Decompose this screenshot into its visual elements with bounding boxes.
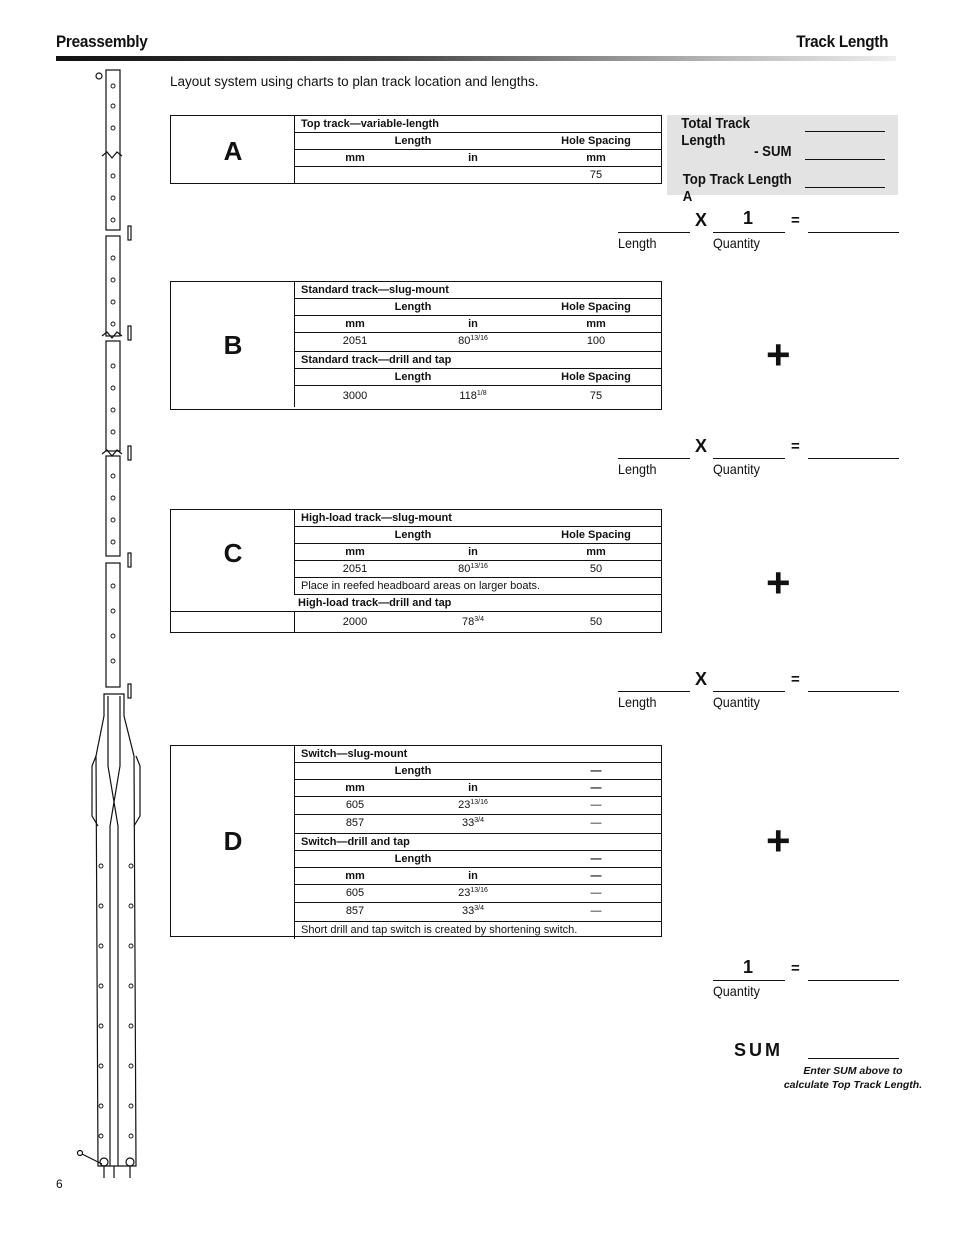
top-track-title: Top track—variable-length <box>301 118 439 130</box>
section-c-table <box>170 509 662 633</box>
sum-blank[interactable] <box>808 1058 899 1059</box>
cell-hole-spacing: 50 <box>589 616 603 628</box>
cell-in: $23^{13/16}$ <box>458 799 488 811</box>
quantity-value-d: 1 <box>743 957 754 977</box>
section-d-table <box>170 745 662 937</box>
length-header: Length <box>394 135 432 147</box>
cell-hole-spacing: 100 <box>586 335 606 347</box>
multiply-sign: X <box>695 210 708 230</box>
hole-spacing-header: Hole Spacing <box>561 529 631 541</box>
hole-spacing-header: — <box>590 765 602 777</box>
cell-mm: 2051 <box>342 335 368 347</box>
page-number: 6 <box>56 1177 63 1191</box>
cell-mm: 3000 <box>342 390 368 402</box>
length-blank-b[interactable] <box>618 458 690 459</box>
dash-header: — <box>590 782 602 794</box>
equals-sign: = <box>791 212 800 229</box>
sum-instruction: Enter SUM above to calculate Top Track Length. <box>783 1065 923 1091</box>
section-letter-d: D <box>223 826 243 856</box>
cell-in: $78^{3/4}$ <box>461 616 484 628</box>
standard-drill-title: Standard track—drill and tap <box>301 354 452 366</box>
in-header: in <box>468 782 478 794</box>
cell-hole-spacing: 75 <box>589 390 603 402</box>
section-title: Preassembly <box>56 32 148 51</box>
length-blank-c[interactable] <box>618 691 690 692</box>
in-header: in <box>468 152 478 164</box>
equals-sign: = <box>791 960 800 977</box>
track-layout-illustration <box>74 66 144 1181</box>
quantity-blank-d <box>713 980 785 981</box>
equals-sign: = <box>791 671 800 688</box>
length-header: Length <box>394 529 432 541</box>
header-rule <box>56 56 896 61</box>
cell-hole-spacing: — <box>590 905 602 917</box>
sum-label: SUM <box>734 1040 783 1060</box>
length-caption: Length <box>618 694 657 710</box>
quantity-caption: Quantity <box>713 461 760 477</box>
length-header: Length <box>394 765 432 777</box>
mm-header: mm <box>345 782 365 794</box>
cell-hole-spacing: 50 <box>589 563 603 575</box>
length-blank-a[interactable] <box>618 232 690 233</box>
section-a-table <box>170 115 662 184</box>
result-blank-b[interactable] <box>808 458 899 459</box>
cell-hole-spacing: — <box>590 817 602 829</box>
cell-in: $80^{13/16}$ <box>458 335 488 347</box>
mm-header: mm <box>345 152 365 164</box>
mm-header: mm <box>586 152 606 164</box>
cell-mm: 2051 <box>342 563 368 575</box>
switch-slug-title: Switch—slug-mount <box>301 748 408 760</box>
section-b-table <box>170 281 662 410</box>
in-header: in <box>468 318 478 330</box>
standard-slug-title: Standard track—slug-mount <box>301 284 449 296</box>
plus-sign: + <box>766 331 791 378</box>
plus-sign: + <box>766 817 791 864</box>
section-letter-c: C <box>223 538 243 568</box>
switch-note: Short drill and tap switch is created by shortening switch. <box>301 924 578 936</box>
mm-header: mm <box>345 546 365 558</box>
top-track-length-label: Top Track Length A <box>682 171 792 205</box>
minus-sum-label: - SUM <box>753 143 791 160</box>
section-letter-a: A <box>223 136 243 166</box>
result-blank-d[interactable] <box>808 980 899 981</box>
cell-mm: 857 <box>345 905 365 917</box>
multiply-sign: X <box>695 436 708 456</box>
mm-header: mm <box>586 546 606 558</box>
top-track-length-blank[interactable] <box>805 187 885 188</box>
equals-sign: = <box>791 438 800 455</box>
result-blank-a[interactable] <box>808 232 899 233</box>
quantity-blank-a <box>713 232 785 233</box>
quantity-blank-c[interactable] <box>713 691 785 692</box>
mm-header: mm <box>345 318 365 330</box>
result-blank-c[interactable] <box>808 691 899 692</box>
cell-in: $33^{3/4}$ <box>461 905 484 917</box>
cell-hole-spacing: 75 <box>589 169 603 181</box>
quantity-blank-b[interactable] <box>713 458 785 459</box>
hole-spacing-header: Hole Spacing <box>561 371 631 383</box>
headboard-note: Place in reefed headboard areas on larger boats. <box>301 580 541 592</box>
hole-spacing-header: — <box>590 853 602 865</box>
plus-sign: + <box>766 559 791 606</box>
page-topic-title: Track Length <box>796 32 888 51</box>
minus-sum-blank[interactable] <box>805 159 885 160</box>
hole-spacing-header: Hole Spacing <box>561 301 631 313</box>
length-header: Length <box>394 371 432 383</box>
cell-mm: 605 <box>345 887 365 899</box>
quantity-caption: Quantity <box>713 235 760 251</box>
length-caption: Length <box>618 235 657 251</box>
intro-text: Layout system using charts to plan track location and lengths. <box>170 74 539 89</box>
quantity-caption: Quantity <box>713 983 760 999</box>
cell-mm: 857 <box>345 817 365 829</box>
total-track-length-label: Total Track Length <box>681 115 751 149</box>
mm-header: mm <box>586 318 606 330</box>
top-track-calc-box <box>667 115 898 205</box>
switch-drill-title: Switch—drill and tap <box>301 836 410 848</box>
cell-hole-spacing: — <box>590 799 602 811</box>
in-header: in <box>468 870 478 882</box>
cell-in: $33^{3/4}$ <box>461 817 484 829</box>
hole-spacing-header: Hole Spacing <box>561 135 631 147</box>
section-letter-b: B <box>223 330 243 360</box>
length-header: Length <box>394 301 432 313</box>
cell-mm: 605 <box>345 799 365 811</box>
dash-header: — <box>590 870 602 882</box>
total-track-length-blank[interactable] <box>805 131 885 132</box>
cell-in: $80^{13/16}$ <box>458 563 488 575</box>
cell-in: $118^{1/8}$ <box>459 390 487 402</box>
multiply-sign: X <box>695 669 708 689</box>
mm-header: mm <box>345 870 365 882</box>
highload-slug-title: High-load track—slug-mount <box>301 512 452 524</box>
length-caption: Length <box>618 461 657 477</box>
quantity-value-a: 1 <box>743 208 754 228</box>
highload-drill-title: High-load track—drill and tap <box>298 597 452 609</box>
quantity-caption: Quantity <box>713 694 760 710</box>
cell-hole-spacing: — <box>590 887 602 899</box>
in-header: in <box>468 546 478 558</box>
cell-mm: 2000 <box>342 616 368 628</box>
cell-in: $23^{13/16}$ <box>458 887 488 899</box>
length-header: Length <box>394 853 432 865</box>
